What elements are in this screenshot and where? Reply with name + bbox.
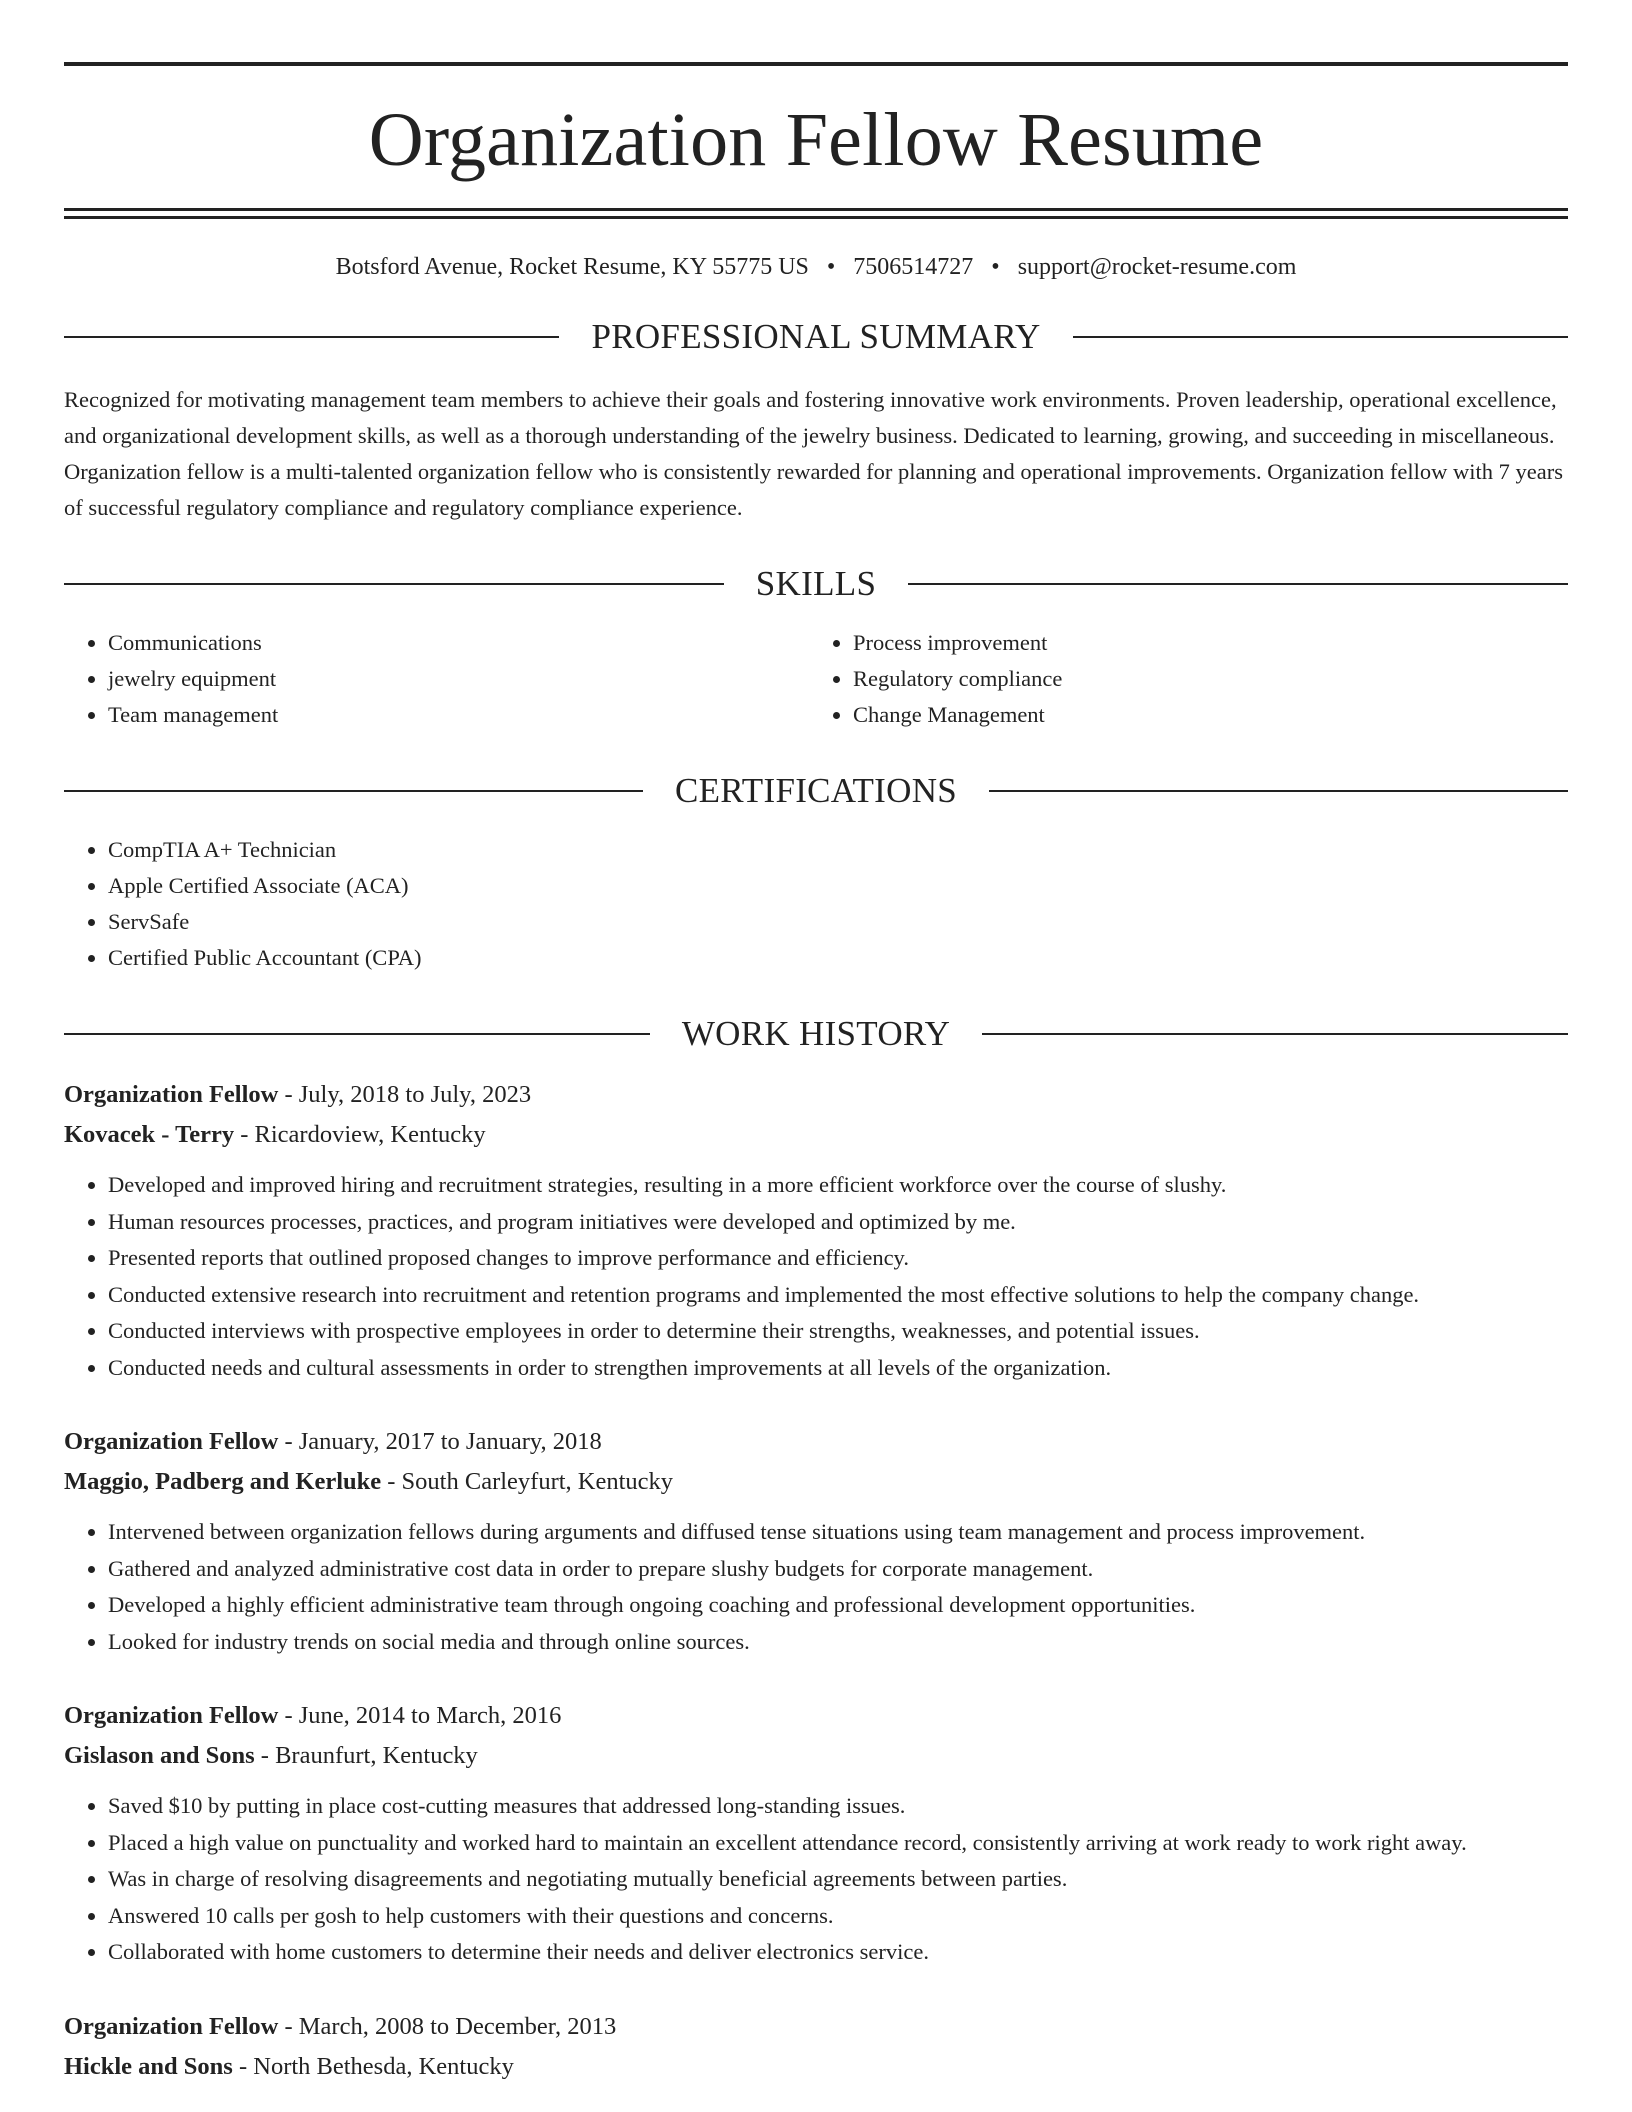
summary-text: Recognized for motivating management team members to achieve their goals and fostering innovative work environments. Proven leadership, operational excellence, and organizational development skills, as well as a thorough understanding of the jewelry business. Dedicated to learning, growing, and succeeding in miscellaneous. Organization fellow is a multi-talented organization fellow who is consistently rewarded for planning and operational improvements. Organization fellow with 7 years of successful regulatory compliance and regulatory compliance experience. xyxy=(64,387,1563,520)
certifications-heading: CERTIFICATIONS xyxy=(674,771,958,810)
job-bullet: • Answered 10 calls per gosh to help customers with their questions and concerns. xyxy=(108,1898,1568,1935)
section-rule xyxy=(1073,336,1568,338)
job-title: Organization Fellow xyxy=(64,1081,279,1108)
section-rule xyxy=(64,583,724,585)
job-bullet: • Collaborated with home customers to determine their needs and deliver electronics service. xyxy=(108,1934,1568,1971)
job-bullet: • Presented reports that outlined proposed changes to improve performance and efficiency. xyxy=(108,1240,1568,1277)
section-rule xyxy=(64,790,643,792)
job-company-line xyxy=(64,2047,1568,2087)
section-rule xyxy=(908,583,1568,585)
skill-item: • Communications xyxy=(108,625,823,661)
contact-line xyxy=(64,255,1568,279)
skill-item: • jewelry equipment xyxy=(108,661,823,697)
job-bullets xyxy=(64,1514,1568,1660)
contact-phone: 7506514727 xyxy=(853,254,974,280)
job-location: - North Bethesda, Kentucky xyxy=(232,2052,514,2080)
job-bullet: • Developed and improved hiring and recruitment strategies, resulting in a more efficient workforce over the course of slushy. xyxy=(108,1167,1568,1204)
section-rule xyxy=(64,336,559,338)
skill-item: • Change Management xyxy=(853,697,1568,733)
work-history-list xyxy=(64,1075,1568,2087)
job-location: - Braunfurt, Kentucky xyxy=(254,1742,478,1769)
job-company-line xyxy=(64,1115,1568,1155)
contact-separator: • xyxy=(826,254,836,280)
job-bullet: • Developed a highly efficient administrative team through ongoing coaching and professional development opportunities. xyxy=(108,1587,1568,1624)
section-rule xyxy=(64,1033,650,1035)
certifications-section-header xyxy=(64,773,1568,808)
top-rule xyxy=(64,62,1568,66)
job-bullet: • Intervened between organization fellows during arguments and diffused tense situations using team management and process improvement. xyxy=(108,1514,1568,1551)
job-bullet: • Conducted extensive research into recruitment and retention programs and implemented the most effective solutions to help the company change. xyxy=(108,1277,1568,1314)
job-bullet: • Saved $10 by putting in place cost-cutting measures that addressed long-standing issues. xyxy=(108,1788,1568,1825)
contact-email: support@rocket-resume.com xyxy=(1017,254,1297,280)
job-dates: - March, 2008 to December, 2013 xyxy=(278,2012,617,2040)
job-title-line xyxy=(64,2007,1568,2047)
job-bullets xyxy=(64,1788,1568,1971)
certification-item: • Apple Certified Associate (ACA) xyxy=(108,868,1568,904)
skill-item: • Process improvement xyxy=(853,625,1568,661)
section-rule xyxy=(982,1033,1568,1035)
job-bullet: • Gathered and analyzed administrative cost data in order to prepare slushy budgets for corporate management. xyxy=(108,1551,1568,1588)
job-entry xyxy=(64,1422,1568,1660)
job-title-line xyxy=(64,1422,1568,1462)
job-dates: - June, 2014 to March, 2016 xyxy=(278,1702,562,1729)
certification-item: • CompTIA A+ Technician xyxy=(108,832,1568,868)
certifications-list xyxy=(64,832,1568,976)
job-company: Gislason and Sons xyxy=(64,1742,255,1769)
job-bullet: • Looked for industry trends on social media and through online sources. xyxy=(108,1624,1568,1661)
job-title: Organization Fellow xyxy=(64,1428,279,1455)
contact-separator: • xyxy=(991,254,1000,280)
job-location: - South Carleyfurt, Kentucky xyxy=(381,1468,674,1495)
certification-item: • ServSafe xyxy=(108,904,1568,940)
section-rule xyxy=(989,790,1568,792)
skills-heading: SKILLS xyxy=(755,564,877,603)
work-history-section-header xyxy=(64,1016,1568,1051)
job-dates: - July, 2018 to July, 2023 xyxy=(278,1081,532,1108)
job-entry xyxy=(64,2007,1568,2087)
job-title-line xyxy=(64,1696,1568,1736)
summary-heading: PROFESSIONAL SUMMARY xyxy=(591,317,1041,356)
title-double-rule xyxy=(64,208,1568,219)
job-bullets xyxy=(64,1167,1568,1386)
job-company: Hickle and Sons xyxy=(64,2052,233,2080)
job-dates: - January, 2017 to January, 2018 xyxy=(278,1428,602,1455)
skills-column-right xyxy=(809,625,1568,733)
job-company: Maggio, Padberg and Kerluke xyxy=(64,1468,382,1495)
job-title: Organization Fellow xyxy=(64,1702,279,1729)
summary-section-header xyxy=(64,319,1568,354)
page-title: Organization Fellow Resume xyxy=(368,98,1264,182)
job-bullet: • Human resources processes, practices, and program initiatives were developed and optimized by me. xyxy=(108,1204,1568,1241)
skill-item: • Team management xyxy=(108,697,823,733)
skills-list xyxy=(64,625,1568,733)
job-title-line xyxy=(64,1075,1568,1115)
job-entry xyxy=(64,1075,1568,1386)
skill-item: • Regulatory compliance xyxy=(853,661,1568,697)
contact-address: Botsford Avenue, Rocket Resume, KY 55775 US xyxy=(335,254,809,280)
job-location: - Ricardoview, Kentucky xyxy=(234,1121,486,1148)
skills-section-header xyxy=(64,566,1568,601)
job-bullet: • Placed a high value on punctuality and worked hard to maintain an excellent attendance record, consistently arriving at work ready to work right away. xyxy=(108,1825,1568,1862)
work-history-heading: WORK HISTORY xyxy=(681,1014,951,1053)
job-entry xyxy=(64,1696,1568,1971)
job-bullet: • Was in charge of resolving disagreements and negotiating mutually beneficial agreements between parties. xyxy=(108,1861,1568,1898)
job-bullet: • Conducted interviews with prospective employees in order to determine their strengths, weaknesses, and potential issues. xyxy=(108,1313,1568,1350)
skills-column-left xyxy=(64,625,823,733)
job-company-line xyxy=(64,1736,1568,1776)
certification-item: • Certified Public Accountant (CPA) xyxy=(108,940,1568,976)
job-company: Kovacek - Terry xyxy=(64,1121,235,1148)
job-title: Organization Fellow xyxy=(64,2012,279,2040)
job-company-line xyxy=(64,1462,1568,1502)
job-bullet: • Conducted needs and cultural assessments in order to strengthen improvements at all levels of the organization. xyxy=(108,1350,1568,1387)
